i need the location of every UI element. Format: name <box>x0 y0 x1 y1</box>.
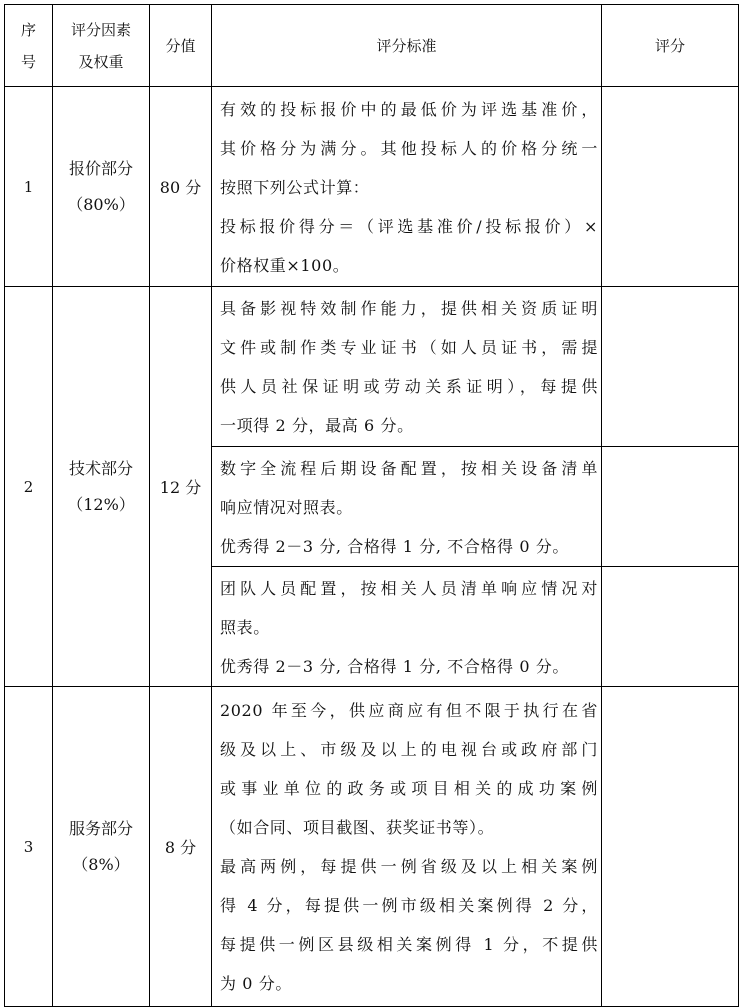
factor-weight: （80%） <box>67 194 135 214</box>
criteria-line: 得 4 分，每提供一例市级相关案例得 2 分， <box>220 896 598 915</box>
factor-weight: （12%） <box>67 494 135 514</box>
criteria-line: 按照下列公式计算： <box>220 177 370 197</box>
criteria-cell <box>212 287 602 447</box>
header-seq-line-1: 序 <box>20 20 36 39</box>
row-score: 12 分 <box>150 287 212 687</box>
rating-cell[interactable] <box>602 687 739 1007</box>
table-row-service <box>5 687 739 1007</box>
criteria-line: （如合同、项目截图、获奖证书等）。 <box>220 818 495 837</box>
scoring-table <box>4 4 739 1007</box>
row-score: 8 分 <box>150 687 212 1007</box>
criteria-line: 每提供一例区县级相关案例得 1 分，不提供 <box>220 935 598 954</box>
rating-cell[interactable] <box>602 567 739 687</box>
criteria-line: 投标报价得分＝（评选基准价/投标报价）× <box>220 216 598 236</box>
criteria-line: 价格权重×100。 <box>220 255 350 275</box>
criteria-line: 响应情况对照表。 <box>220 497 353 517</box>
table-row-technical <box>5 287 739 447</box>
criteria-line: 团队人员配置，按相关人员清单响应情况对 <box>220 578 598 598</box>
row-factor <box>53 87 150 287</box>
row-factor <box>53 687 150 1007</box>
factor-name: 技术部分 <box>68 458 133 478</box>
criteria-line: 供人员社保证明或劳动关系证明），每提供 <box>220 377 598 396</box>
header-row <box>5 5 739 87</box>
table-row-price <box>5 87 739 287</box>
criteria-line: 2020 年至今，供应商应有但不限于执行在省 <box>220 701 598 720</box>
criteria-line: 级及以上、市级及以上的电视台或政府部门 <box>220 740 598 759</box>
factor-name: 服务部分 <box>68 818 133 838</box>
header-factor-line-2: 及权重 <box>78 52 124 71</box>
header-factor-line-1: 评分因素 <box>70 20 131 39</box>
criteria-cell <box>212 87 602 287</box>
criteria-cell <box>212 567 602 687</box>
header-score: 分值 <box>150 5 212 87</box>
criteria-line: 具备影视特效制作能力，提供相关资质证明 <box>220 299 598 318</box>
criteria-line: 或事业单位的政务或项目相关的成功案例 <box>220 779 598 798</box>
header-criteria: 评分标准 <box>212 5 602 87</box>
criteria-line: 为 0 分。 <box>220 974 292 993</box>
criteria-line: 优秀得 2－3 分, 合格得 1 分, 不合格得 0 分。 <box>220 536 569 556</box>
header-seq-line-2: 号 <box>20 52 36 71</box>
header-rating: 评分 <box>602 5 739 87</box>
criteria-line: 照表。 <box>220 617 270 637</box>
criteria-cell <box>212 447 602 567</box>
criteria-cell <box>212 687 602 1007</box>
criteria-line: 最高两例，每提供一例省级及以上相关案例 <box>220 857 598 876</box>
rating-cell[interactable] <box>602 87 739 287</box>
criteria-line: 优秀得 2－3 分, 合格得 1 分, 不合格得 0 分。 <box>220 656 569 676</box>
criteria-line: 数字全流程后期设备配置，按相关设备清单 <box>220 458 598 478</box>
header-factor <box>53 5 150 87</box>
criteria-line: 文件或制作类专业证书（如人员证书，需提 <box>220 338 598 357</box>
row-seq: 2 <box>5 287 53 687</box>
row-seq: 1 <box>5 87 53 287</box>
header-seq <box>5 5 53 87</box>
factor-name: 报价部分 <box>68 158 133 178</box>
criteria-line: 有效的投标报价中的最低价为评选基准价， <box>220 99 598 119</box>
criteria-line: 其价格分为满分。其他投标人的价格分统一 <box>220 138 598 158</box>
row-factor <box>53 287 150 687</box>
criteria-line: 一项得 2 分，最高 6 分。 <box>220 416 414 435</box>
rating-cell[interactable] <box>602 287 739 447</box>
rating-cell[interactable] <box>602 447 739 567</box>
row-seq: 3 <box>5 687 53 1007</box>
row-score: 80 分 <box>150 87 212 287</box>
factor-weight: （8%） <box>72 854 130 874</box>
